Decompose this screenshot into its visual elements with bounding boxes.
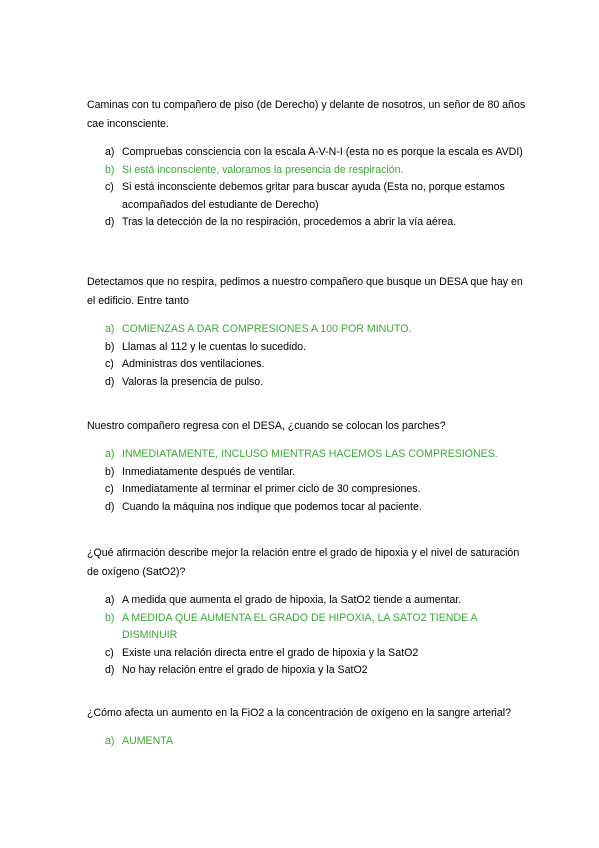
answer-options: [87, 733, 527, 751]
question-stem: ¿Qué afirmación describe mejor la relación entre el grado de hipoxia y el nivel de saturación de oxígeno (SatO2)?: [87, 547, 520, 578]
option-text: Inmediatamente después de ventilar.: [122, 465, 296, 478]
answer-option-a-correct: [87, 321, 527, 339]
answer-option-a: [87, 144, 527, 162]
question-stem: ¿Cómo afecta un aumento en la FiO2 a la concentración de oxígeno en la sangre arterial?: [87, 707, 512, 719]
answer-option-a-correct: [87, 446, 527, 464]
question-stem: Detectamos que no respira, pedimos a nuestro compañero que busque un DESA que hay en el edificio. Entre tanto: [87, 276, 523, 307]
answer-options: [87, 321, 527, 391]
option-text: Inmediatamente al terminar el primer ciclo de 30 compresiones.: [122, 483, 421, 495]
option-text: Si está inconsciente, valoramos la presencia de respiración.: [122, 163, 404, 176]
answer-option-c: [87, 481, 527, 499]
option-text: AUMENTA: [122, 735, 174, 747]
option-text: A medida que aumenta el grado de hipoxia, la SatO2 tiende a aumentar.: [122, 594, 462, 606]
option-text: Llamas al 112 y le cuentas lo sucedido.: [122, 340, 307, 353]
answer-option-c: [87, 179, 527, 214]
answer-option-b: [87, 464, 527, 482]
option-letter: a): [105, 735, 115, 747]
option-text: Cuando la máquina nos indique que podemos tocar al paciente.: [122, 500, 422, 513]
question-3: [87, 417, 527, 516]
answer-option-b: [87, 339, 527, 357]
question-1: [87, 96, 527, 232]
option-letter: a): [105, 323, 115, 335]
question-stem: Nuestro compañero regresa con el DESA, ¿cuando se colocan los parches?: [87, 420, 446, 432]
answer-option-b-correct: [87, 610, 527, 645]
option-letter: c): [105, 646, 114, 659]
answer-option-d: [87, 214, 527, 232]
option-letter: b): [105, 163, 115, 176]
answer-option-c: [87, 356, 527, 374]
option-letter: d): [105, 216, 115, 228]
option-letter: d): [105, 375, 115, 388]
question-4: [87, 544, 527, 680]
option-letter: b): [105, 465, 115, 478]
answer-options: [87, 592, 527, 680]
option-text: INMEDIATAMENTE, INCLUSO MIENTRAS HACEMOS LAS COMPRESIONES.: [122, 448, 498, 460]
option-letter: a): [105, 448, 115, 460]
option-letter: a): [105, 594, 115, 606]
option-text: A MEDIDA QUE AUMENTA EL GRADO DE HIPOXIA, LA SATO2 TIENDE A DISMINUIR: [122, 611, 477, 641]
answer-options: [87, 446, 527, 516]
option-letter: a): [105, 146, 115, 158]
answer-option-d: [87, 374, 527, 392]
option-text: Compruebas consciencia con la escala A-V-N-I (esta no es porque la escala es AVDI): [122, 146, 523, 158]
option-text: Administras dos ventilaciones.: [122, 358, 265, 370]
option-text: Existe una relación directa entre el grado de hipoxia y la SatO2: [122, 646, 419, 659]
option-letter: b): [105, 611, 115, 624]
option-text: Tras la detección de la no respiración, procedemos a abrir la vía aérea.: [122, 216, 457, 228]
option-letter: c): [105, 483, 114, 495]
option-letter: d): [105, 664, 115, 676]
option-letter: d): [105, 500, 115, 513]
question-stem: Caminas con tu compañero de piso (de Derecho) y delante de nosotros, un señor de 80 años cae inconsciente.: [87, 99, 526, 130]
answer-option-a-correct: [87, 733, 527, 751]
option-text: Valoras la presencia de pulso.: [122, 375, 264, 388]
answer-option-d: [87, 662, 527, 680]
answer-option-a: [87, 592, 527, 610]
question-2: [87, 273, 527, 391]
question-5: [87, 704, 527, 751]
option-letter: c): [105, 181, 114, 193]
option-letter: b): [105, 340, 115, 353]
option-text: COMIENZAS A DAR COMPRESIONES A 100 POR MINUTO.: [122, 323, 412, 335]
option-text: No hay relación entre el grado de hipoxia y la SatO2: [122, 664, 368, 676]
answer-options: [87, 144, 527, 232]
option-text: Si está inconsciente debemos gritar para buscar ayuda (Esta no, porque estamos acompañados del estudiante de Derecho): [122, 181, 505, 211]
answer-option-b-correct: [87, 162, 527, 180]
answer-option-d: [87, 499, 527, 517]
option-letter: c): [105, 358, 114, 370]
answer-option-c: [87, 645, 527, 663]
